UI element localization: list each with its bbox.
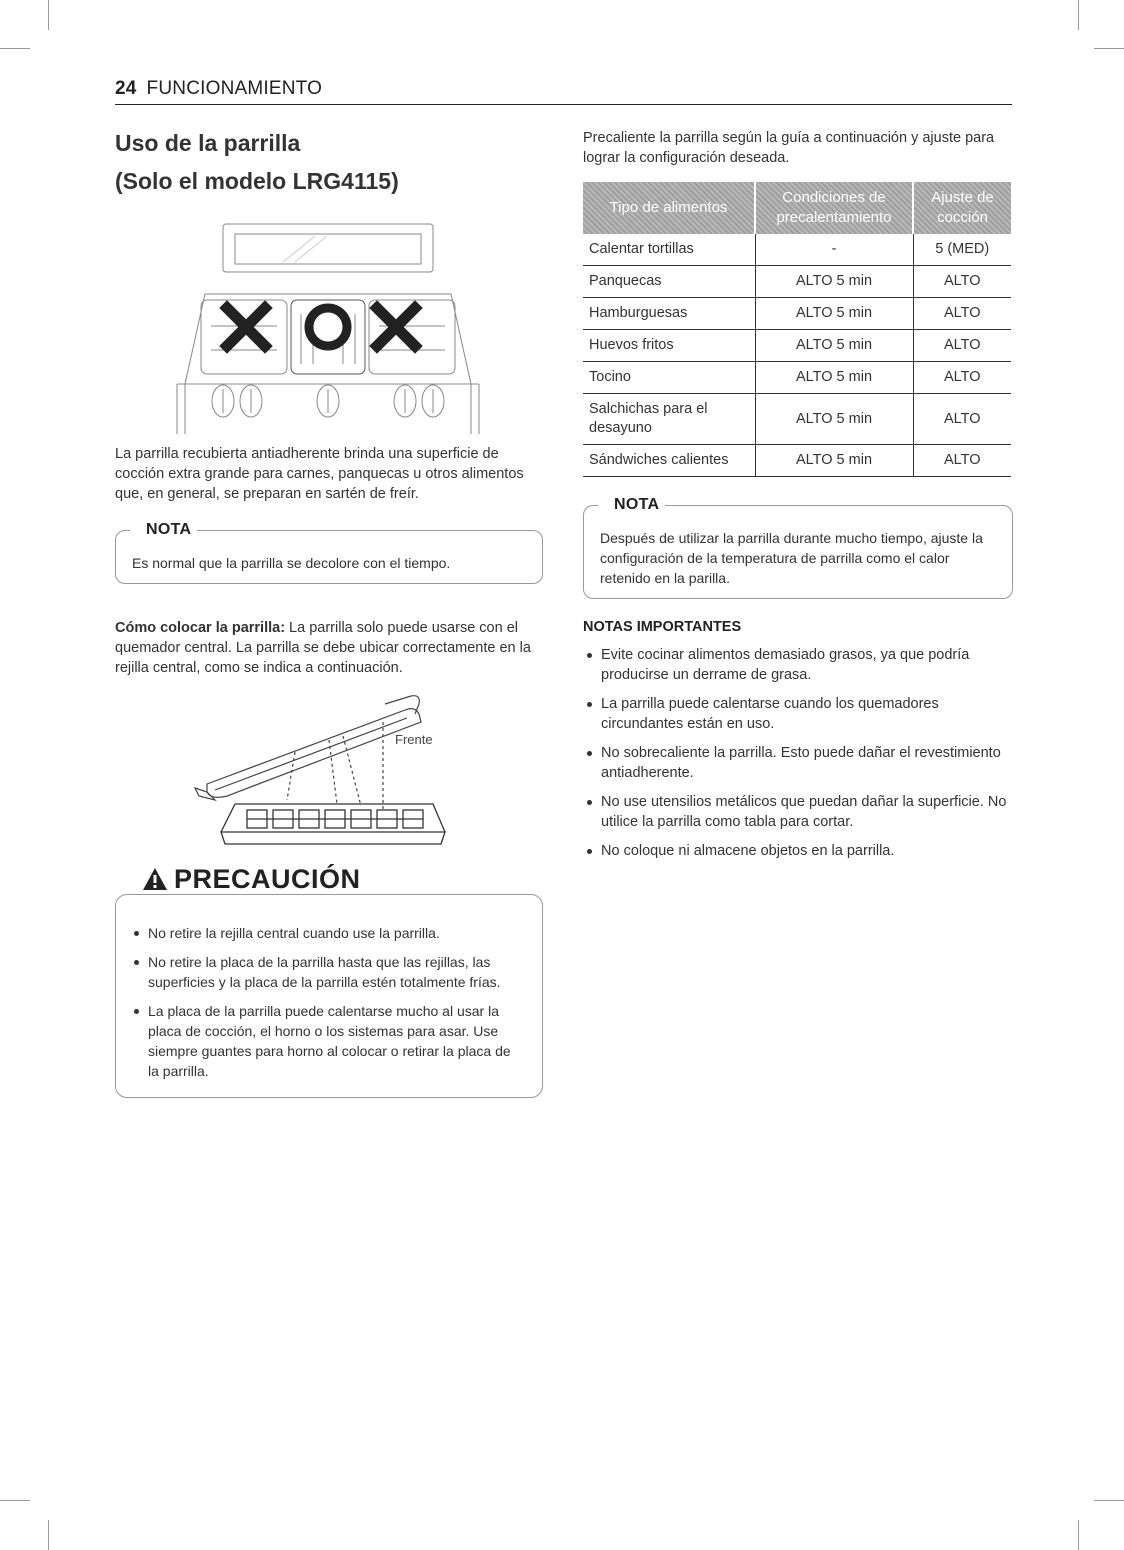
- caution-title: PRECAUCIÓN: [174, 864, 361, 894]
- list-item: La placa de la parrilla puede calentarse mucho al usar la placa de cocción, el horno o los sistemas para asar. Use siempre guantes para horno al colocar o retirar la placa de la parrilla.: [130, 1001, 524, 1081]
- preheat-table: [583, 182, 1011, 477]
- table-cell: ALTO 5 min: [755, 362, 913, 394]
- table-header-row: [583, 182, 1011, 234]
- crop-mark: [1094, 1500, 1124, 1501]
- caution-title-wrap: [130, 864, 369, 894]
- table-row: [583, 445, 1011, 477]
- table-cell: ALTO: [913, 266, 1011, 298]
- table-cell: Huevos fritos: [583, 330, 755, 362]
- table-cell: ALTO 5 min: [755, 445, 913, 477]
- front-label: Frente: [395, 732, 433, 747]
- list-item: La parrilla puede calentarse cuando los quemadores circundantes están en uso.: [583, 694, 1013, 734]
- table-cell: Sándwiches calientes: [583, 445, 755, 477]
- crop-mark: [0, 1500, 30, 1501]
- crop-mark: [48, 1520, 49, 1550]
- table-cell: ALTO: [913, 394, 1011, 445]
- note-title: NOTA: [130, 520, 197, 540]
- table-cell: ALTO 5 min: [755, 298, 913, 330]
- page-title: Uso de la parrilla: [115, 130, 301, 156]
- intro-paragraph: La parrilla recubierta antiadherente brinda una superficie de cocción extra grande para carnes, panquecas u otros alimentos que, en general, se preparan en sartén de freír.: [115, 446, 524, 502]
- table-cell: ALTO 5 min: [755, 394, 913, 445]
- placement-paragraph: [115, 618, 543, 678]
- note-text: Después de utilizar la parrilla durante mucho tiempo, ajuste la configuración de la temperatura de parrilla como el calor retenido en la parilla.: [600, 530, 983, 586]
- table-cell: -: [755, 234, 913, 266]
- table-row: [583, 266, 1011, 298]
- list-item: No retire la rejilla central cuando use la parrilla.: [130, 923, 524, 943]
- note-box: [583, 496, 1013, 599]
- left-column: [115, 124, 543, 1098]
- list-item: No use utensilios metálicos que puedan dañar la superficie. No utilice la parrilla como tabla para cortar.: [583, 792, 1013, 832]
- column-header: Tipo de alimentos: [583, 182, 755, 234]
- table-cell: ALTO: [913, 330, 1011, 362]
- table-row: [583, 330, 1011, 362]
- table-cell: Hamburguesas: [583, 298, 755, 330]
- list-item: No coloque ni almacene objetos en la parrilla.: [583, 841, 1013, 861]
- table-cell: ALTO: [913, 445, 1011, 477]
- table-cell: Calentar tortillas: [583, 234, 755, 266]
- table-row: [583, 298, 1011, 330]
- o-mark-icon: [309, 308, 347, 346]
- note-text: Es normal que la parrilla se decolore con el tiempo.: [132, 555, 451, 571]
- table-cell: Panquecas: [583, 266, 755, 298]
- crop-mark: [1094, 48, 1124, 49]
- list-item: Evite cocinar alimentos demasiado grasos, ya que podría producirse un derrame de grasa.: [583, 645, 1013, 685]
- caution-box: [115, 864, 543, 1098]
- important-notes-title: NOTAS IMPORTANTES: [583, 619, 742, 635]
- section-title: FUNCIONAMIENTO: [146, 78, 323, 99]
- crop-mark: [0, 48, 30, 49]
- preheat-intro: Precaliente la parrilla según la guía a continuación y ajuste para lograr la configuración deseada.: [583, 130, 995, 166]
- griddle-illustration: [115, 692, 543, 862]
- crop-mark: [1078, 0, 1079, 30]
- table-row: [583, 362, 1011, 394]
- placement-text: La parrilla solo puede usarse con el quemador central. La parrilla se debe ubicar correctamente en la rejilla central, como se indica a continuación.: [115, 620, 531, 676]
- list-item: No retire la placa de la parrilla hasta que las rejillas, las superficies y la placa de la parrilla estén totalmente frías.: [130, 952, 524, 992]
- table-row: [583, 234, 1011, 266]
- crop-mark: [1078, 1520, 1079, 1550]
- table-cell: Tocino: [583, 362, 755, 394]
- table-cell: ALTO 5 min: [755, 330, 913, 362]
- page-subtitle: (Solo el modelo LRG4115): [115, 168, 399, 194]
- table-cell: ALTO 5 min: [755, 266, 913, 298]
- list-item: No sobrecaliente la parrilla. Esto puede dañar el revestimiento antiadherente.: [583, 743, 1013, 783]
- caution-list: [130, 923, 524, 1081]
- page-header: [115, 78, 1012, 105]
- column-header: Ajuste de cocción: [913, 182, 1011, 234]
- important-notes-list: [583, 645, 1013, 861]
- table-cell: Salchichas para el desayuno: [583, 394, 755, 445]
- page-number: 24: [115, 78, 137, 99]
- note-box: [115, 521, 543, 584]
- table-cell: 5 (MED): [913, 234, 1011, 266]
- crop-mark: [48, 0, 49, 30]
- placement-label: Cómo colocar la parrilla:: [115, 620, 286, 636]
- table-cell: ALTO: [913, 298, 1011, 330]
- note-title: NOTA: [598, 495, 665, 515]
- table-cell: ALTO: [913, 362, 1011, 394]
- table-row: [583, 394, 1011, 445]
- warning-icon: [142, 867, 168, 891]
- griddle-figure: [115, 692, 543, 862]
- right-column: [583, 128, 1013, 870]
- column-header: Condiciones de precalentamiento: [755, 182, 913, 234]
- range-illustration: [115, 204, 543, 440]
